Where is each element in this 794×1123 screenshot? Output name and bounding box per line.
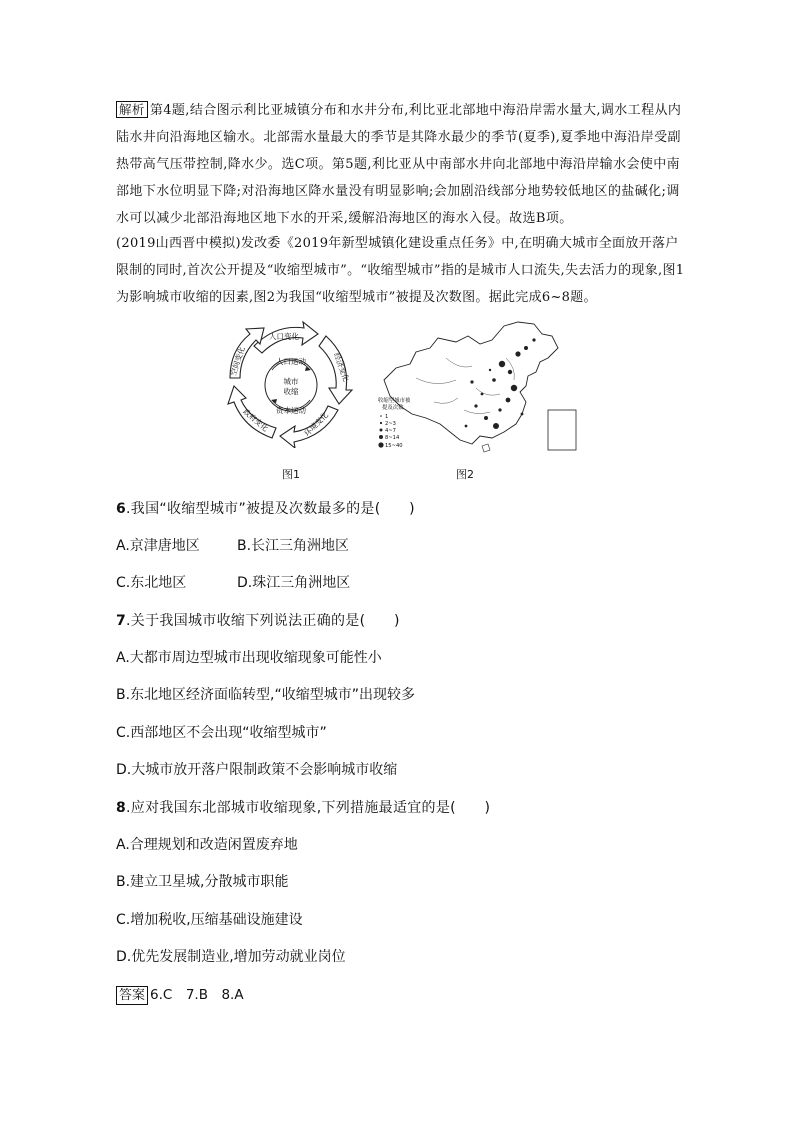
map-dot <box>489 369 491 371</box>
inner-bottom-label: 资本运动 <box>276 406 306 415</box>
question-8-option-d: D.优先发展制造业,增加劳动就业岗位 <box>116 949 346 965</box>
legend-item-5: 15~40 <box>385 443 403 449</box>
answer-tag: 答案 <box>116 986 148 1005</box>
map-dot <box>532 338 535 341</box>
question-7-option-a: A.大都市周边型城市出现收缩现象可能性小 <box>116 650 382 666</box>
analysis-text: 第4题,结合图示利比亚城镇分布和水井分布,利比亚北部地中海沿岸需水量大,调水工程从内陆水井向沿海地区输水。北部需水量最大的季节是其降水最少的季节(夏季),夏季地中海沿岸受副热带高气压带控制,降水少。选C项。第5题,利比亚从中南部水井向北部地中海沿岸输水会使中南部地下水位明显下降;对沿海地区降水量没有明显影响;会加剧沿线部分地势较低地区的盐碱化;调水可以减少北部沿海地区地下水的开采,缓解沿海地区的海水入侵。故选B项。 <box>116 103 682 226</box>
answer-line <box>116 983 244 1005</box>
figure-2-caption: 图2 <box>456 468 474 481</box>
answer-text: 6.C 7.B 8.A <box>150 987 244 1003</box>
legend-title-1: 收缩型城市被 <box>378 398 411 404</box>
outer-label-space: 空间变化 <box>228 345 247 377</box>
center-label-1: 城市 <box>283 377 299 386</box>
map-dot <box>474 404 477 407</box>
question-6-option-d: D.珠江三角洲地区 <box>237 575 351 591</box>
question-intro: (2019山西晋中模拟)发改委《2019年新型城镇化建设重点任务》中,在明确大城市全面放开落户限制的同时,首次公开提及“收缩型城市”。“收缩型城市”指的是城市人口流失,失去活力的现象,图1为影响城市收缩的因素,图2为我国“收缩型城市”被提及次数图。据此完成6~8题。 <box>116 236 685 305</box>
figure-1-caption: 图1 <box>282 468 300 481</box>
question-8-option-c: C.增加税收,压缩基础设施建设 <box>116 912 303 928</box>
map-dot <box>511 385 517 391</box>
question-7-option-c: C.西部地区不会出现“收缩型城市” <box>116 725 327 741</box>
analysis-tag: 解析 <box>116 101 148 118</box>
question-8-stem: 8.应对我国东北部城市收缩现象,下列措施最适宜的是( ) <box>116 800 491 816</box>
question-6-option-a: A.京津唐地区 <box>116 538 200 554</box>
inner-top-label: 人口运动 <box>276 357 306 366</box>
figures <box>226 318 580 480</box>
question-number: 8 <box>116 800 127 816</box>
factor-cycle-diagram <box>226 318 356 448</box>
legend-item-1: 1 <box>385 414 389 420</box>
center-label-2: 收缩 <box>283 387 299 396</box>
outer-label-government: 政府变化 <box>241 406 270 434</box>
question-7-option-d: D.大城市放开落户限制政策不会影响城市收缩 <box>116 762 398 778</box>
question-7-option-b: B.东北地区经济面临转型,“收缩型城市”出现较多 <box>116 687 416 703</box>
map-dot <box>465 425 468 428</box>
legend-item-3: 4~7 <box>385 428 396 434</box>
analysis-paragraph <box>116 97 688 232</box>
map-dot <box>484 416 488 420</box>
map-dot <box>499 361 505 367</box>
legend-item-4: 8~14 <box>385 435 400 441</box>
question-6-stem: 6.我国“收缩型城市”被提及次数最多的是( ) <box>116 501 415 517</box>
question-6-option-c: C.东北地区 <box>116 575 187 591</box>
question-8-option-b: B.建立卫星城,分散城市职能 <box>116 874 289 890</box>
legend-item-2: 2~3 <box>385 421 396 427</box>
china-shrinking-city-map <box>376 318 582 463</box>
outer-label-environment: 环境变化 <box>302 410 331 439</box>
map-dot <box>498 408 501 411</box>
outer-label-economy: 经济变化 <box>331 351 351 383</box>
question-7-stem: 7.关于我国城市收缩下列说法正确的是( ) <box>116 613 400 629</box>
south-sea-inset <box>548 410 576 450</box>
legend-title-2: 提及次数 <box>382 405 404 411</box>
map-dot <box>508 370 512 374</box>
map-dot <box>521 413 524 416</box>
map-dot <box>506 398 511 403</box>
question-8-option-a: A.合理规划和改造闲置废弃地 <box>116 837 298 853</box>
map-dot <box>481 393 484 396</box>
question-number: 7 <box>116 613 127 629</box>
map-dot <box>524 346 528 350</box>
map-dot <box>470 380 473 383</box>
map-dot <box>493 423 499 429</box>
question-number: 6 <box>116 501 127 517</box>
outer-label-population: 人口变化 <box>269 332 299 341</box>
map-dot <box>515 351 520 356</box>
question-6-option-b: B.长江三角洲地区 <box>237 538 350 554</box>
map-dot <box>492 378 496 382</box>
